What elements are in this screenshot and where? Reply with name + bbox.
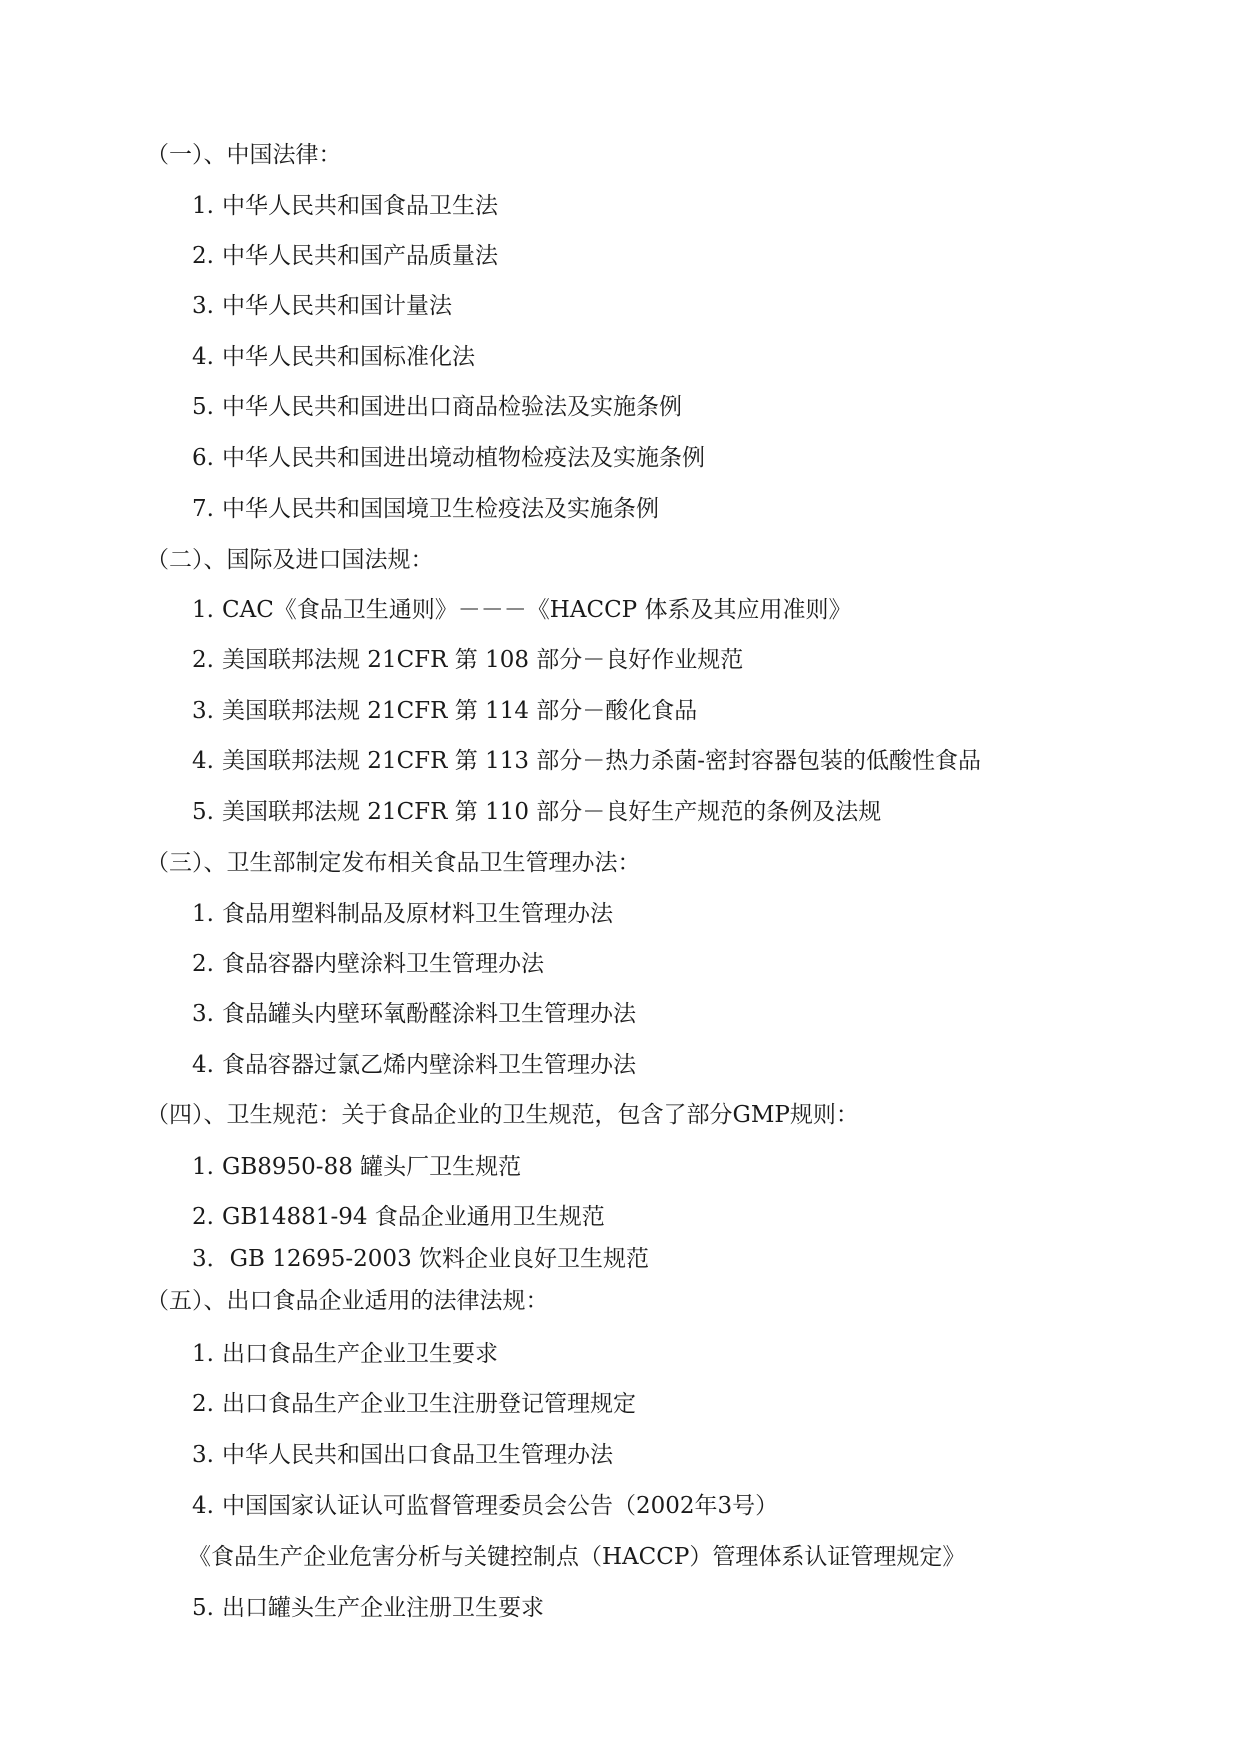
- list-item: 1. 食品用塑料制品及原材料卫生管理办法: [192, 901, 613, 927]
- list-item: 3. 中华人民共和国计量法: [192, 293, 452, 319]
- list-item: 3. 美国联邦法规 21CFR 第 114 部分－酸化食品: [192, 698, 698, 724]
- list-item: 4. 中国国家认证认可监督管理委员会公告（2002年3号）: [192, 1493, 779, 1519]
- list-item: 2. 食品容器内壁涂料卫生管理办法: [192, 951, 544, 977]
- list-item: 5. 出口罐头生产企业注册卫生要求: [192, 1595, 544, 1621]
- section-heading: （三）、卫生部制定发布相关食品卫生管理办法：: [146, 850, 641, 876]
- section-heading: （一）、中国法律：: [146, 142, 342, 168]
- list-item: 1. GB8950-88 罐头厂卫生规范: [192, 1154, 522, 1180]
- section-heading: （五）、出口食品企业适用的法律法规：: [146, 1288, 549, 1314]
- list-item: 1. CAC《食品卫生通则》－－－《HACCP 体系及其应用准则》: [192, 597, 852, 623]
- section-heading: （二）、国际及进口国法规：: [146, 547, 434, 573]
- list-item: 5. 美国联邦法规 21CFR 第 110 部分－良好生产规范的条例及法规: [192, 799, 882, 825]
- list-item: 4. 中华人民共和国标准化法: [192, 344, 475, 370]
- list-item: 7. 中华人民共和国国境卫生检疫法及实施条例: [192, 496, 659, 522]
- list-item: 2. 美国联邦法规 21CFR 第 108 部分－良好作业规范: [192, 647, 744, 673]
- list-item: 2. GB14881-94 食品企业通用卫生规范: [192, 1204, 605, 1230]
- list-item: 3. 中华人民共和国出口食品卫生管理办法: [192, 1442, 613, 1468]
- list-item: 3．GB 12695-2003 饮料企业良好卫生规范: [192, 1246, 650, 1272]
- list-item: 2. 出口食品生产企业卫生注册登记管理规定: [192, 1391, 636, 1417]
- list-item: 3. 食品罐头内壁环氧酚醛涂料卫生管理办法: [192, 1001, 636, 1027]
- document-title-note: 《食品生产企业危害分析与关键控制点（HACCP）管理体系认证管理规定》: [188, 1544, 966, 1570]
- list-item: 5. 中华人民共和国进出口商品检验法及实施条例: [192, 394, 682, 420]
- section-heading: （四）、卫生规范：关于食品企业的卫生规范，包含了部分GMP规则：: [146, 1102, 859, 1128]
- list-item: 4. 食品容器过氯乙烯内壁涂料卫生管理办法: [192, 1052, 636, 1078]
- list-item: 6. 中华人民共和国进出境动植物检疫法及实施条例: [192, 445, 705, 471]
- list-item: 1. 中华人民共和国食品卫生法: [192, 193, 498, 219]
- list-item: 2. 中华人民共和国产品质量法: [192, 243, 498, 269]
- list-item: 4. 美国联邦法规 21CFR 第 113 部分－热力杀菌-密封容器包装的低酸性食品: [192, 748, 982, 774]
- list-item: 1. 出口食品生产企业卫生要求: [192, 1341, 498, 1367]
